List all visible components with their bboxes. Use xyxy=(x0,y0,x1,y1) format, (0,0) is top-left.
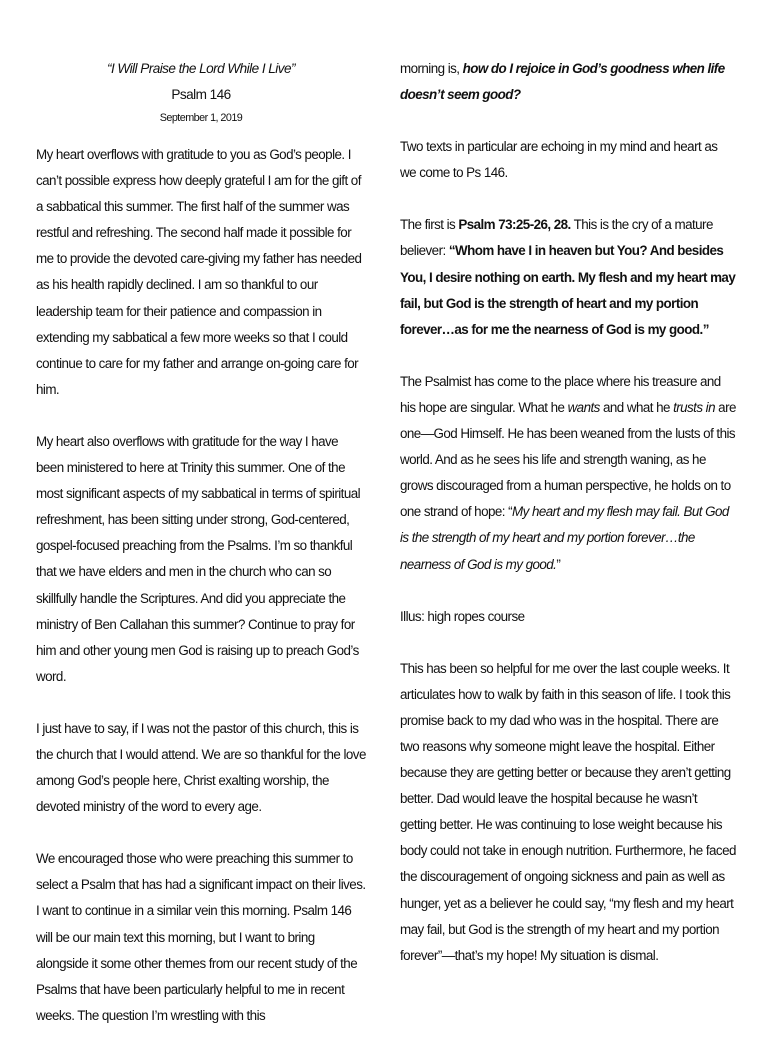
paragraph-two-texts: Two texts in particular are echoing in my mind and heart as we come to Ps 146. xyxy=(400,139,718,181)
paragraph-psalm-selection: We encouraged those who were preaching this summer to select a Psalm that has had a significant impact on their lives. I want to continue in a similar vein this morning. Psalm 146 will be our main text this morning, but I want to bring alongside it some other themes from our recent study of the Psalms that have been particularly helpful to me in recent weeks. The question I’m wrestling with this xyxy=(36,851,366,1023)
psalm-73-reference: Psalm 73:25-26, 28. xyxy=(458,217,571,233)
paragraph-psalmist-hope xyxy=(400,369,736,578)
question-text: how do I rejoice in God’s goodness when life doesn’t seem good? xyxy=(400,61,725,103)
scripture-reference: Psalm 146 xyxy=(171,87,231,102)
paragraph-question xyxy=(400,56,736,108)
paragraph-gratitude-sabbatical: My heart overflows with gratitude to you as God’s people. I can’t possible express how deeply grateful I am for the gift of a sabbatical this summer. The first half of the summer was restful and refreshing. The second half made it possible for me to provide the devoted care-giving my father has needed as his health rapidly declined. I am so thankful to our leadership team for their patience and compassion in extending my sabbatical a few more weeks so that I could continue to care for my father and arrange on-going care for him. xyxy=(36,147,362,397)
hope-quote: My heart and my flesh may fail. But God is the strength of my heart and my portion forever…the nearness of God is my good. xyxy=(400,504,729,572)
sermon-header xyxy=(36,56,366,128)
paragraph-church-attend: I just have to say, if I was not the pastor of this church, this is the church that I would attend. We are so thankful for the love among God’s people here, Christ exalting worship, the devoted ministry of the word to every age. xyxy=(36,720,366,815)
right-column xyxy=(400,56,736,995)
psalm-73-quote: “Whom have I in heaven but You? And besides You, I desire nothing on earth. My flesh and my heart may fail, but God is the strength of heart and my portion forever…as for me the nearness of God is my good.” xyxy=(400,243,736,337)
hope-trusts-in: trusts in xyxy=(673,399,715,415)
hope-quote-end: ” xyxy=(556,556,561,572)
hope-text-a: The Psalmist has come to the place where his treasure and his hope are singular. What he xyxy=(400,373,721,415)
paragraph-gratitude-trinity: My heart also overflows with gratitude for the way I have been ministered to here at Trinity this summer. One of the most significant aspects of my sabbatical in terms of spiritual refreshment, has been sitting under strong, God-centered, gospel-focused preaching from the Psalms. I’m so thankful that we have elders and men in the church who can so skillfully handle the Scriptures. And did you appreciate the ministry of Ben Callahan this summer? Continue to pray for him and other young men God is raising up to preach God’s word. xyxy=(36,433,361,684)
paragraph-father-hospital: This has been so helpful for me over the last couple weeks. It articulates how to walk by faith in this season of life. I took this promise back to my dad who was in the hospital. There are two reasons why someone might leave the hospital. Either because they are getting better or because they aren’t getting better. Dad would leave the hospital because he wasn’t getting better. He was continuing to lose weight because his body could not take in enough nutrition. Furthermore, he faced the discouragement of ongoing sickness and pain as well as hunger, yet as a believer he could say, “my flesh and my heart may fail, but God is the strength of my heart and my portion forever”—that’s my hope! My situation is dismal. xyxy=(400,660,736,963)
sermon-title: “I Will Praise the Lord While I Live” xyxy=(106,61,296,76)
hope-text-b: and what he xyxy=(599,399,674,415)
hope-text-c: are one—God Himself. He has been weaned from the lusts of this world. And as he sees his life and strength waning, as he grows discouraged from a human perspective, he holds on to one strand of hope: “ xyxy=(400,399,736,520)
question-lead: morning is, xyxy=(400,61,463,76)
sermon-date: September 1, 2019 xyxy=(159,112,243,124)
paragraph-psalm-73 xyxy=(400,212,736,342)
psalm-73-mid: This is the cry of a mature believer: xyxy=(400,217,713,259)
paragraph-illustration: Illus: high ropes course xyxy=(400,608,525,624)
psalm-73-lead: The first is xyxy=(400,217,459,233)
left-column xyxy=(36,56,366,1055)
hope-wants: wants xyxy=(567,399,600,415)
